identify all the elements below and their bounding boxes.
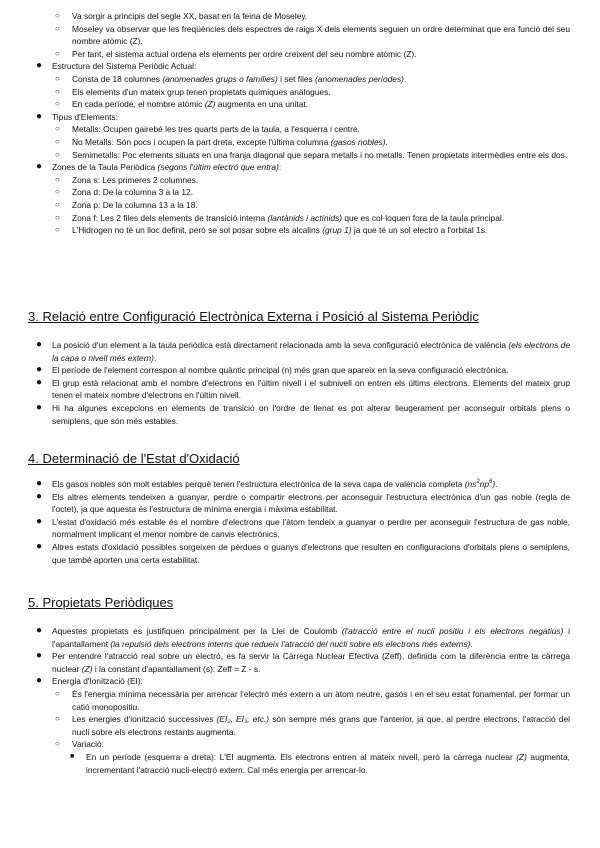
ionization-sublist — [0, 688, 600, 751]
list-item: ● Els gasos nobles són molt estables perquè tenen l'estructura electrònica de la seva capa de valència completa $(ns^2np^6)$. — [36, 478, 498, 489]
section-4-body — [0, 478, 600, 566]
structure-list — [0, 60, 600, 73]
list-item: ○ És l'energia mínima necessària per arrencar l'electró més extern a un àtom neutre, gasós i en el seu estat fonamental, per formar un catió monopositiu. — [55, 688, 570, 712]
structure-sublist — [0, 73, 600, 111]
types-list — [0, 111, 600, 124]
types-sublist — [0, 123, 600, 161]
list-item: ○ Semimetalls: Poc elements situats en una franja diagonal que separa metalls i no metalls. Tenen propietats intermèdies entre els dos. — [55, 149, 568, 160]
list-item: ● El grup està relacionat amb el nombre d'electrons en l'últim nivell i el subnivell on entren els últims electrons. Elements del mateix grup tenen el mateix nombre d'electrons en l'últim nivell. — [36, 376, 570, 401]
section-4-list — [0, 478, 600, 566]
section-5-list — [0, 625, 600, 688]
list-item: ● Els altres elements tendeixen a guanyar, perdre o compartir electrons per aconseguir l'estructura electrònica d'un gas noble (regla de l'octet), ja que aquesta és l'estructura de mínima energia i màxima estabilitat. — [36, 490, 570, 515]
list-item: ■ En un període (esquerra a dreta): L'EI augmenta. Els electrons entren al mateix nivell, però la càrrega nuclear (Z) augmenta, incrementant l'atracció nucli-electró extern. Cal més energia per arrencar-lo. — [70, 751, 570, 775]
list-item: ● Hi ha algunes excepcions en elements de transició on l'ordre de llenat es pot alterar lleugerament per aconseguir orbitals plens o semiplens, que són més estables. — [36, 401, 570, 426]
list-item: ○ Metalls: Ocupen gairebé les tres quarts parts de la taula, a l'esquerra i centre. — [55, 124, 360, 135]
section-5-body — [0, 625, 600, 776]
list-item: ○ Zona f: Les 2 files dels elements de transició interna (lantànids i actínids) que es col·loquen fora de la taula principal. — [55, 212, 505, 223]
history-list — [0, 10, 600, 60]
list-item: ● El període de l'element correspon al nombre quàntic principal (n) més gran que apareix en la seva configuració electrònica. — [36, 364, 509, 376]
list-item: ○ Zona d: De la columna 3 a la 12. — [55, 187, 194, 198]
section-3-heading: 3. Relació entre Configuració Electrònica Externa i Posició al Sistema Periòdic — [28, 309, 479, 324]
list-item: ○ No Metalls: Són pocs i ocupen la part dreta, excepte l'última columna (gasos nobles). — [55, 136, 388, 147]
list-item: ○ Els elements d'un mateix grup tenen propietats químiques anàlogues. — [55, 86, 331, 97]
list-item: ● Energia d'Ionització (EI): — [36, 675, 143, 687]
list-item: ● Tipus d'Elements: — [36, 110, 118, 122]
list-item: ○ Les energies d'ionització successives (EI₂, EI₃, etc.) són sempre més grans que l'anterior, ja que, al perdre electrons, l'atracció del nucli sobre els electrons restants augmenta. — [55, 714, 570, 737]
list-item: ● La posició d'un element a la taula periòdica està directament relacionada amb la seva configuració electrònica de valència (els electrons de la capa o nivell més extern). — [36, 339, 570, 363]
list-item: ○ Zona s: Les primeres 2 columnes. — [55, 174, 199, 185]
list-item: ○ Va sorgir a principis del segle XX, basat en la feina de Moseley. — [55, 11, 308, 21]
list-item: ● Estructura del Sistema Periòdic Actual: — [36, 60, 197, 72]
list-item: ● Aquestes propietats es justifiquen principalment per la Llei de Coulomb (l'atracció entre el nucli positiu i els electrons negatius) i l'apantallament (la repulsió dels electrons interns que redueix l'atracció del nucli sobre els electrons més externs). — [36, 625, 571, 649]
list-item: ● Per entendre l'atracció real sobre un electró, es fa servir la Càrrega Nuclear Efectiva (Zeff), definida com la diferència entre la càrrega nuclear (Z) i la constant d'apantallament (s): Zeff = Z - s. — [36, 650, 570, 674]
top-list-section — [0, 10, 600, 237]
list-item: ○ Per tant, el sistema actual ordena els elements per ordre creixent del seu nombre atòmic (Z). — [55, 48, 417, 59]
section-3-body — [0, 339, 600, 427]
list-item: ○ Moseley va observar que les freqüències dels espectres de raigs X dels elements seguien un ordre determinat que era funció del seu nombre atòmic (Z). — [55, 23, 570, 47]
list-item: ● Zones de la Taula Periòdica (segons l'últim electró que entra): — [36, 161, 282, 173]
list-item: ○ L'Hidrogen no té un lloc definit, però se sol posar sobre els alcalins (grup 1) ja que té un sol electró a l'orbital 1s. — [55, 225, 488, 236]
section-4-heading: 4. Determinació de l'Estat d'Oxidació — [28, 451, 240, 466]
zones-list — [0, 161, 600, 174]
list-item: ● Altres estats d'oxidació possibles sorgeixen de pèrdues o guanys d'electrons que resulten en configuracions d'orbitals plens o semiplens, que també aporten una certa estabilitat. — [36, 540, 570, 565]
list-item: ○ Variació: — [55, 739, 104, 750]
variation-sublist — [0, 751, 600, 776]
list-item: ● L'estat d'oxidació més estable és el nombre d'electrons que l'àtom tendeix a guanyar o perdre per aconseguir l'estructura de gas noble, normalment implicant el menor nombre de canvis electrònics. — [36, 515, 570, 540]
section-3-list — [0, 339, 600, 427]
list-item: ○ Zona p: De la columna 13 a la 18. — [55, 199, 198, 210]
list-item: ○ Consta de 18 columnes (anomenades grups o famílies) i set files (anomenades períodes). — [55, 73, 407, 84]
section-5-heading: 5. Propietats Periòdiques — [28, 595, 174, 610]
list-item: ○ En cada període, el nombre atòmic (Z) augmenta en una unitat. — [55, 99, 309, 110]
zones-sublist — [0, 174, 600, 237]
